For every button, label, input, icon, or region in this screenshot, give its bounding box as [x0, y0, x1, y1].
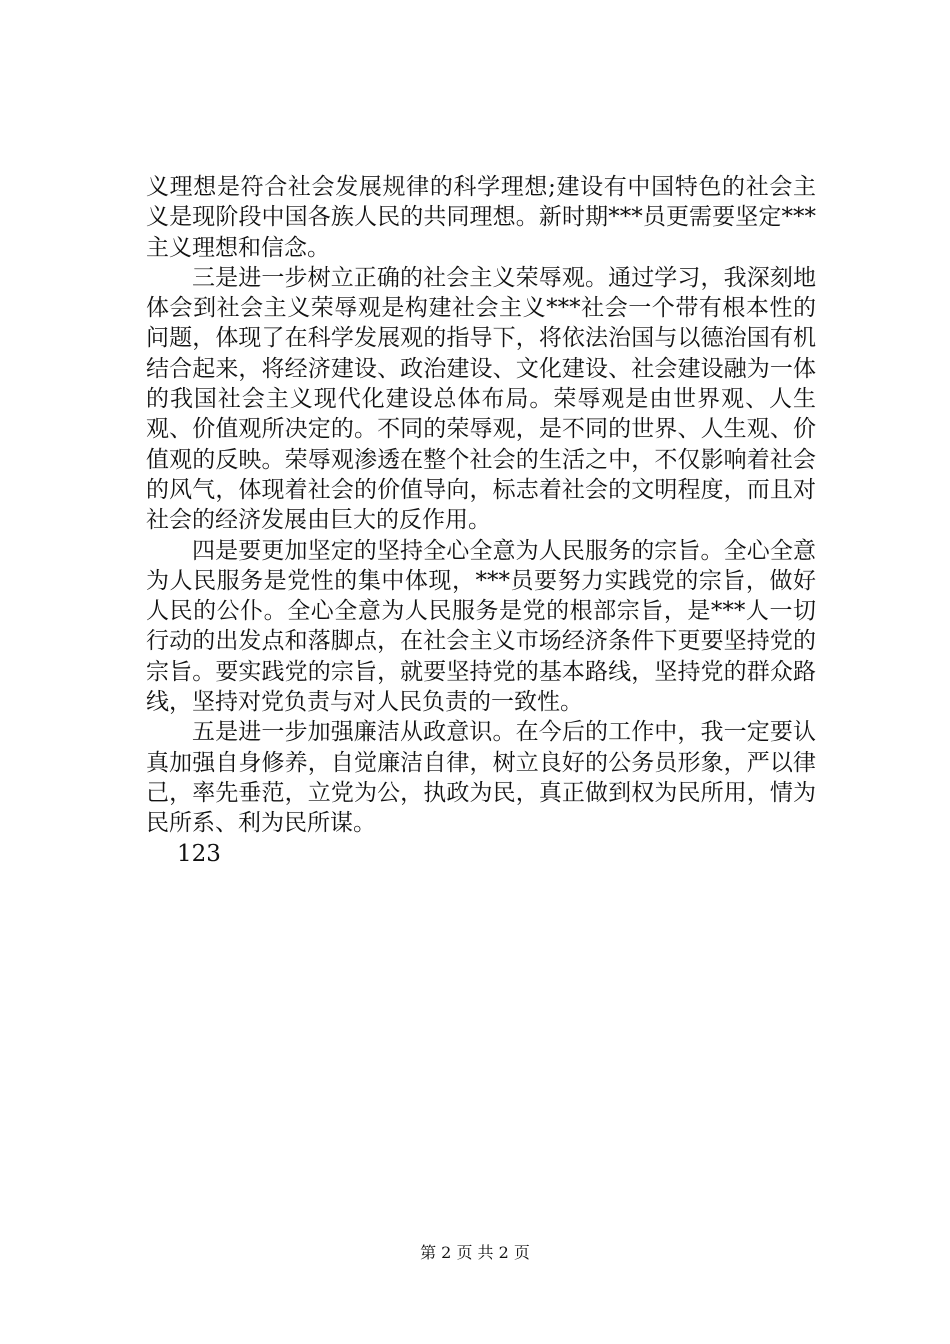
- paragraph-4: 五是进一步加强廉洁从政意识。在今后的工作中，我一定要认真加强自身修养，自觉廉洁自律，树立良好的公务员形象，严以律己，率先垂范，立党为公，执政为民，真正做到权为民所用，情为民所系、利为民所谋。: [146, 719, 816, 837]
- paragraph-3: 四是要更加坚定的坚持全心全意为人民服务的宗旨。全心全意为人民服务是党性的集中体现，***员要努力实践党的宗旨，做好人民的公仆。全心全意为人民服务是党的根部宗旨，是***人一切行动的出发点和落脚点，在社会主义市场经济条件下更要坚持党的宗旨。要实践党的宗旨，就要坚持党的基本路线，坚持党的群众路线，坚持对党负责与对人民负责的一致性。: [146, 537, 816, 716]
- page-footer: [0, 1242, 950, 1264]
- page-number-label: 第 2 页 共 2 页: [420, 1243, 530, 1262]
- trailing-number: 123: [177, 840, 221, 867]
- paragraph-2: 三是进一步树立正确的社会主义荣辱观。通过学习，我深刻地体会到社会主义荣辱观是构建社会主义***社会一个带有根本性的问题，体现了在科学发展观的指导下，将依法治国与以德治国有机结合起来，将经济建设、政治建设、文化建设、社会建设融为一体的我国社会主义现代化建设总体布局。荣辱观是由世界观、人生观、价值观所决定的。不同的荣辱观，是不同的世界、人生观、价值观的反映。荣辱观渗透在整个社会的生活之中，不仅影响着社会的风气，体现着社会的价值导向，标志着社会的文明程度，而且对社会的经济发展由巨大的反作用。: [146, 264, 816, 534]
- document-body: [146, 172, 816, 869]
- paragraph-1: 义理想是符合社会发展规律的科学理想;建设有中国特色的社会主义是现阶段中国各族人民的共同理想。新时期***员更需要坚定***主义理想和信念。: [146, 174, 816, 261]
